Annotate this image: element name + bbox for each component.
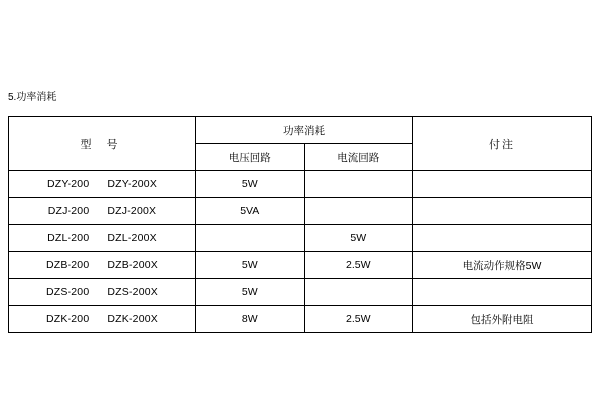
cell-voltage: 5VA (196, 198, 305, 225)
table-row (9, 306, 592, 333)
model-secondary: DZJ-200X (107, 205, 157, 217)
cell-current (304, 279, 413, 306)
model-secondary: DZS-200X (107, 286, 159, 298)
cell-current: 2.5W (304, 306, 413, 333)
model-secondary: DZY-200X (107, 178, 158, 190)
cell-model (9, 171, 196, 198)
cell-note (413, 225, 592, 252)
table-row (9, 279, 592, 306)
header-voltage-circuit: 电压回路 (196, 144, 305, 171)
header-model-label: 型 号 (80, 138, 124, 151)
cell-voltage: 8W (196, 306, 305, 333)
model-primary: DZL-200 (47, 232, 90, 244)
header-power-consumption: 功率消耗 (196, 117, 413, 144)
power-consumption-table (8, 116, 592, 333)
section-title: 5.功率消耗 (8, 92, 57, 103)
power-consumption-table-wrapper (8, 116, 592, 333)
cell-note (413, 279, 592, 306)
cell-model (9, 252, 196, 279)
cell-note: 包括外附电阻 (413, 306, 592, 333)
header-note (413, 117, 592, 171)
cell-note (413, 198, 592, 225)
model-primary: DZJ-200 (47, 205, 90, 217)
model-primary: DZY-200 (46, 178, 90, 190)
cell-current: 5W (304, 225, 413, 252)
cell-model (9, 225, 196, 252)
model-secondary: DZL-200X (107, 232, 157, 244)
model-primary: DZS-200 (45, 286, 90, 298)
cell-model (9, 306, 196, 333)
cell-note: 电流动作规格5W (413, 252, 592, 279)
cell-model (9, 279, 196, 306)
table-row (9, 171, 592, 198)
cell-voltage: 5W (196, 252, 305, 279)
cell-model (9, 198, 196, 225)
model-secondary: DZK-200X (107, 313, 159, 325)
header-current-circuit: 电流回路 (304, 144, 413, 171)
cell-note (413, 171, 592, 198)
cell-current (304, 171, 413, 198)
cell-current: 2.5W (304, 252, 413, 279)
cell-voltage (196, 225, 305, 252)
model-primary: DZK-200 (45, 313, 90, 325)
table-row (9, 252, 592, 279)
model-primary: DZB-200 (45, 259, 90, 271)
cell-voltage: 5W (196, 171, 305, 198)
header-note-label: 付注 (489, 138, 515, 151)
header-model (9, 117, 196, 171)
cell-voltage: 5W (196, 279, 305, 306)
table-row (9, 198, 592, 225)
cell-current (304, 198, 413, 225)
table-row (9, 225, 592, 252)
model-secondary: DZB-200X (107, 259, 159, 271)
table-header-row-1 (9, 117, 592, 144)
